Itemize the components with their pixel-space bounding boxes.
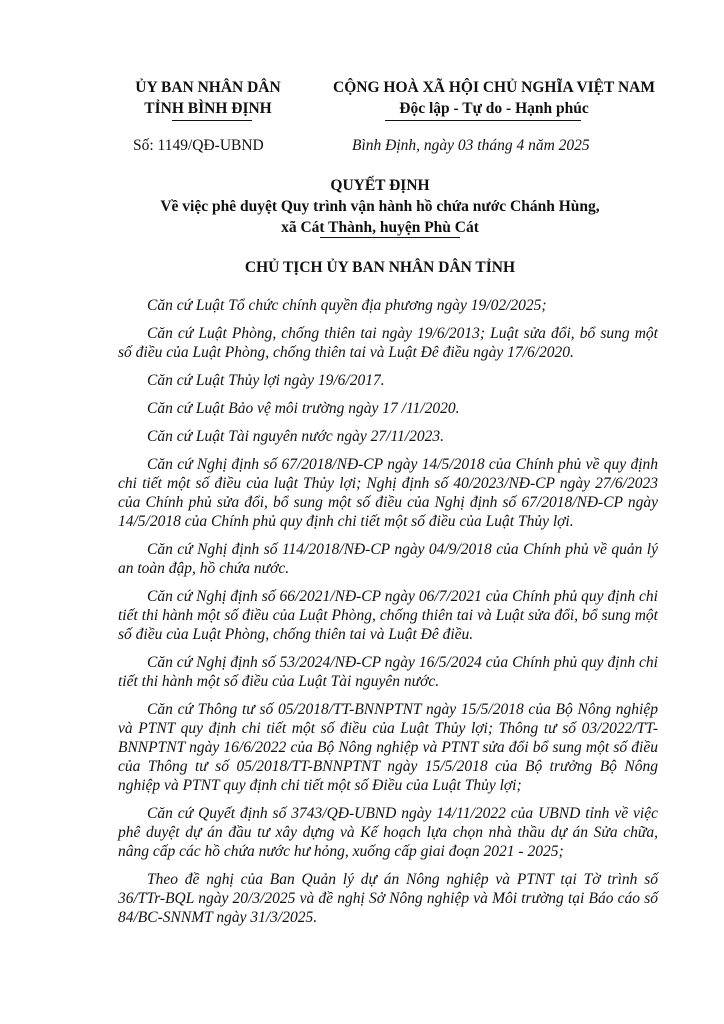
title-heading: QUYẾT ĐỊNH: [330, 177, 430, 194]
proposal-paragraph: Theo đề nghị của Ban Quản lý dự án Nông nghiệp và PTNT tại Tờ trình số 36/TTr-BQL ngày 20/3/2025 và đề nghị Sở Nông nghiệp và Môi trường tại Báo cáo số 84/BC-SNNMT ngày 31/3/2025.: [118, 871, 658, 926]
document-title: [100, 175, 660, 238]
legal-basis-paragraph: Căn cứ Nghị định số 53/2024/NĐ-CP ngày 16/5/2024 của Chính phủ quy định chi tiết thi hành một số điều của Luật Tài nguyên nước.: [118, 654, 658, 690]
nation-line-1: CỘNG HOÀ XÃ HỘI CHỦ NGHĨA VIỆT NAM: [333, 79, 655, 96]
legal-basis-paragraph: Căn cứ Luật Tổ chức chính quyền địa phương ngày 19/02/2025;: [147, 297, 547, 314]
issuing-authority: CHỦ TỊCH ỦY BAN NHÂN DÂN TỈNH: [244, 259, 516, 276]
nation-line-2: Độc lập - Tự do - Hạnh phúc: [399, 100, 589, 117]
agency-underline: [172, 120, 252, 121]
title-subject-line-2: xã Cát Thành, huyện Phù Cát: [281, 219, 479, 236]
document-number: Số: 1149/QĐ-UBND: [133, 137, 264, 154]
agency-line-2: TỈNH BÌNH ĐỊNH: [144, 100, 272, 117]
title-underline: [320, 237, 460, 238]
legal-bases: [118, 296, 658, 936]
legal-basis-paragraph: Căn cứ Luật Thủy lợi ngày 19/6/2017.: [147, 372, 385, 389]
issuing-agency: [108, 77, 308, 119]
legal-basis-paragraph: Căn cứ Nghị định số 114/2018/NĐ-CP ngày 04/9/2018 của Chính phủ về quản lý an toàn đập, hồ chứa nước.: [118, 541, 658, 577]
legal-basis-paragraph: Căn cứ Luật Tài nguyên nước ngày 27/11/2023.: [147, 428, 444, 445]
motto-underline: [385, 120, 581, 121]
legal-basis-paragraph: Căn cứ Luật Bảo vệ môi trường ngày 17 /11/2020.: [147, 400, 460, 417]
agency-line-1: ỦY BAN NHÂN DÂN: [135, 79, 281, 96]
legal-basis-paragraph: Căn cứ Luật Phòng, chống thiên tai ngày 19/6/2013; Luật sửa đổi, bổ sung một số điều của Luật Phòng, chống thiên tai và Luật Đê điều ngày 17/6/2020.: [118, 325, 658, 361]
legal-basis-paragraph: Căn cứ Thông tư số 05/2018/TT-BNNPTNT ngày 15/5/2018 của Bộ Nông nghiệp và PTNT quy định chi tiết một số điều của Luật Thủy lợi; Thông tư số 03/2022/TT-BNNPTNT ngày 16/6/2022 của Bộ Nông nghiệp và PTNT sửa đổi bổ sung một số điều của Thông tư số 05/2018/TT-BNNPTNT ngày 15/5/2018 của Bộ trưởng Bộ Nông nghiệp và PTNT quy định chi tiết một số Điều của Luật Thủy lợi;: [118, 701, 658, 794]
national-motto: [328, 77, 660, 119]
legal-basis-paragraph: Căn cứ Nghị định số 66/2021/NĐ-CP ngày 06/7/2021 của Chính phủ quy định chi tiết thi hành một số điều của Luật Phòng, chống thiên tai và Luật sửa đổi, bổ sung một số điều của Luật Phòng, chống thiên tai và Luật Đê điều.: [118, 588, 658, 643]
document-date: Bình Định, ngày 03 tháng 4 năm 2025: [352, 137, 590, 154]
legal-basis-paragraph: Căn cứ Nghị định số 67/2018/NĐ-CP ngày 14/5/2018 của Chính phủ về quy định chi tiết một số điều của luật Thủy lợi; Nghị định số 40/2023/NĐ-CP ngày 27/6/2023 của Chính phủ sửa đổi, bổ sung một số điều của Nghị định số 67/2018/NĐ-CP ngày 14/5/2018 của Chính phủ quy định chi tiết một số điều của Luật Thủy lợi.: [118, 456, 658, 530]
title-subject-line-1: Về việc phê duyệt Quy trình vận hành hồ chứa nước Chánh Hùng,: [160, 198, 600, 215]
legal-basis-paragraph: Căn cứ Quyết định số 3743/QĐ-UBND ngày 14/11/2022 của UBND tỉnh về việc phê duyệt dự án đầu tư xây dựng và Kế hoạch lựa chọn nhà thầu dự án Sửa chữa, nâng cấp các hồ chứa nước hư hỏng, xuống cấp giai đoạn 2021 - 2025;: [118, 805, 658, 860]
